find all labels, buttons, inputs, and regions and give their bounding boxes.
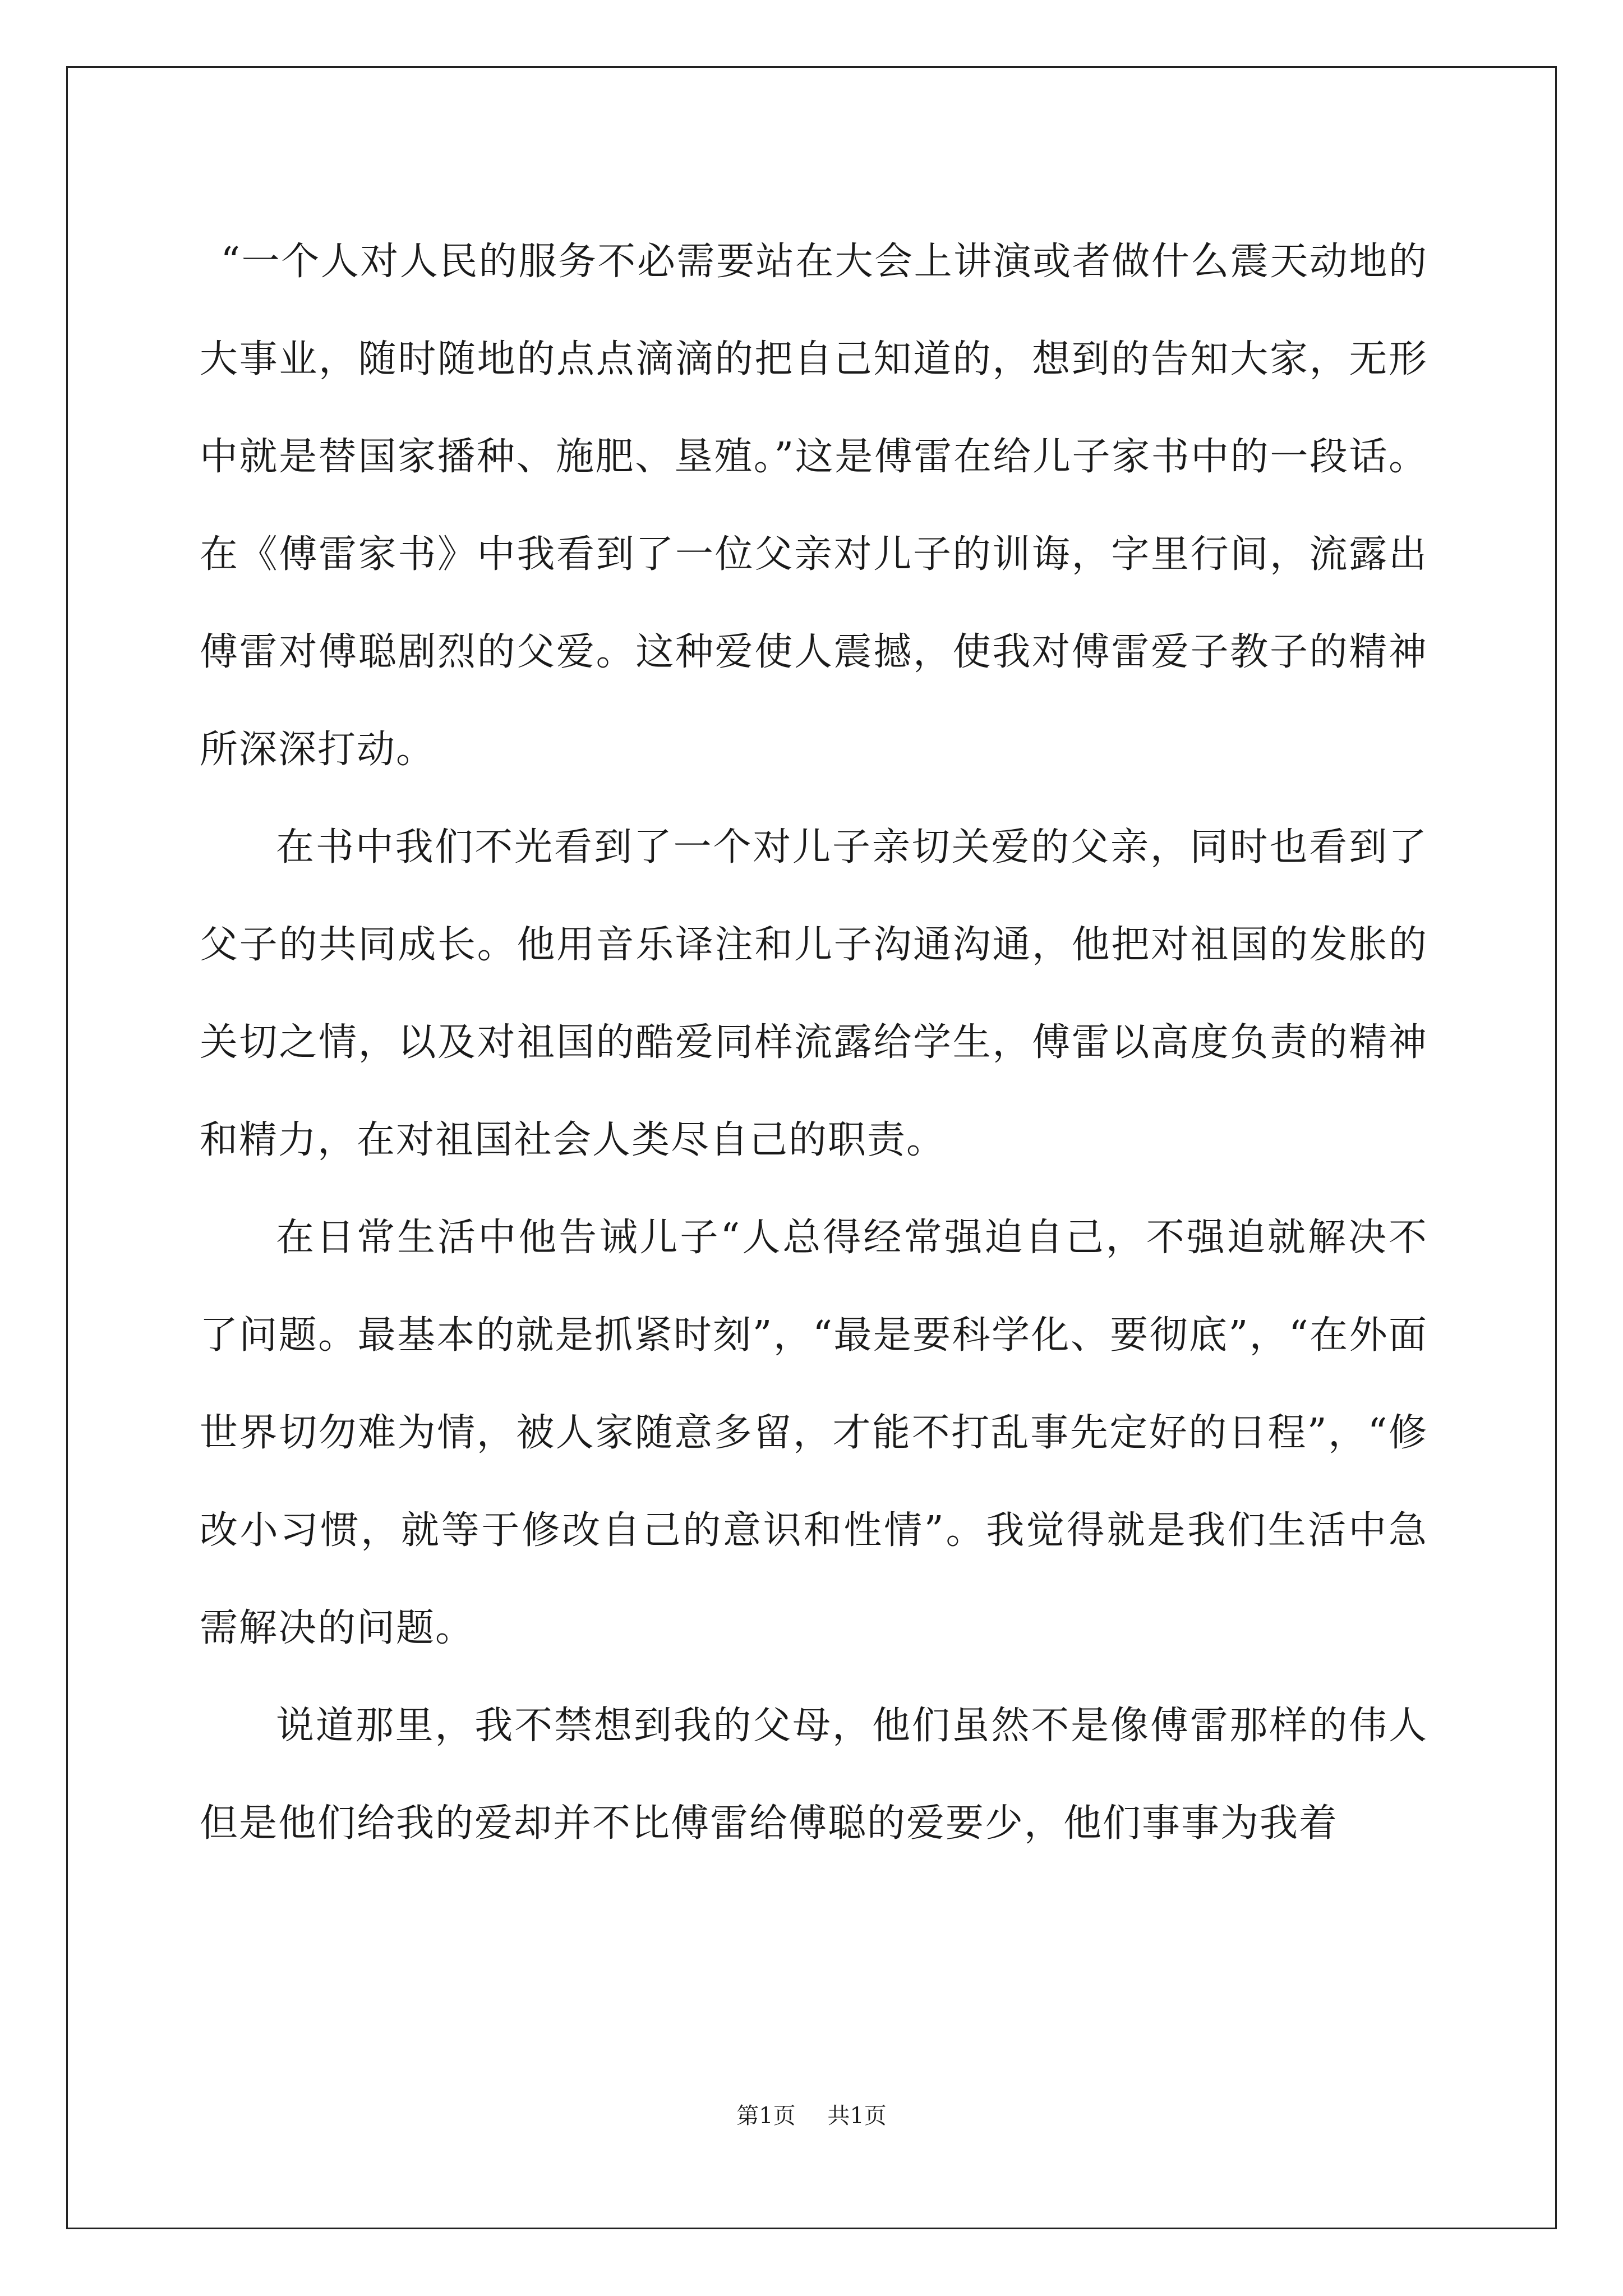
paragraph-1: “一个人对人民的服务不必需要站在大会上讲演或者做什么震天动地的大事业，随时随地的点点滴滴的把自己知道的，想到的告知大家，无形中就是替国家播种、施肥、垦殖。”这是傅雷在给儿子家书中的一段话。在《傅雷家书》中我看到了一位父亲对儿子的训诲，字里行间，流露出傅雷对傅聪剧烈的父爱。这种爱使人震撼，使我对傅雷爱子教子的精神所深深打动。 (200, 240, 1428, 772)
page-number-current: 第1页 (736, 2103, 796, 2129)
page-number-total: 共1页 (827, 2103, 887, 2129)
paragraph-3: 在日常生活中他告诫儿子“人总得经常强迫自己，不强迫就解决不了问题。最基本的就是抓紧时刻”，“最是要科学化、要彻底”，“在外面世界切勿难为情，被人家随意多留，才能不打乱事先定好的日程”，“修改小习惯，就等于修改自己的意识和性情”。我觉得就是我们生活中急需解决的问题。 (200, 1216, 1428, 1650)
page-footer (0, 2098, 1623, 2130)
paragraph-4: 说道那里，我不禁想到我的父母，他们虽然不是像傅雷那样的伟人但是他们给我的爱却并不比傅雷给傅聪的爱要少，他们事事为我着 (200, 1704, 1428, 1846)
document-body (200, 213, 1428, 1872)
paragraph-2: 在书中我们不光看到了一个对儿子亲切关爱的父亲，同时也看到了父子的共同成长。他用音乐译注和儿子沟通沟通，他把对祖国的发胀的关切之情，以及对祖国的酷爱同样流露给学生，傅雷以高度负责的精神和精力，在对祖国社会人类尽自己的职责。 (200, 825, 1428, 1162)
